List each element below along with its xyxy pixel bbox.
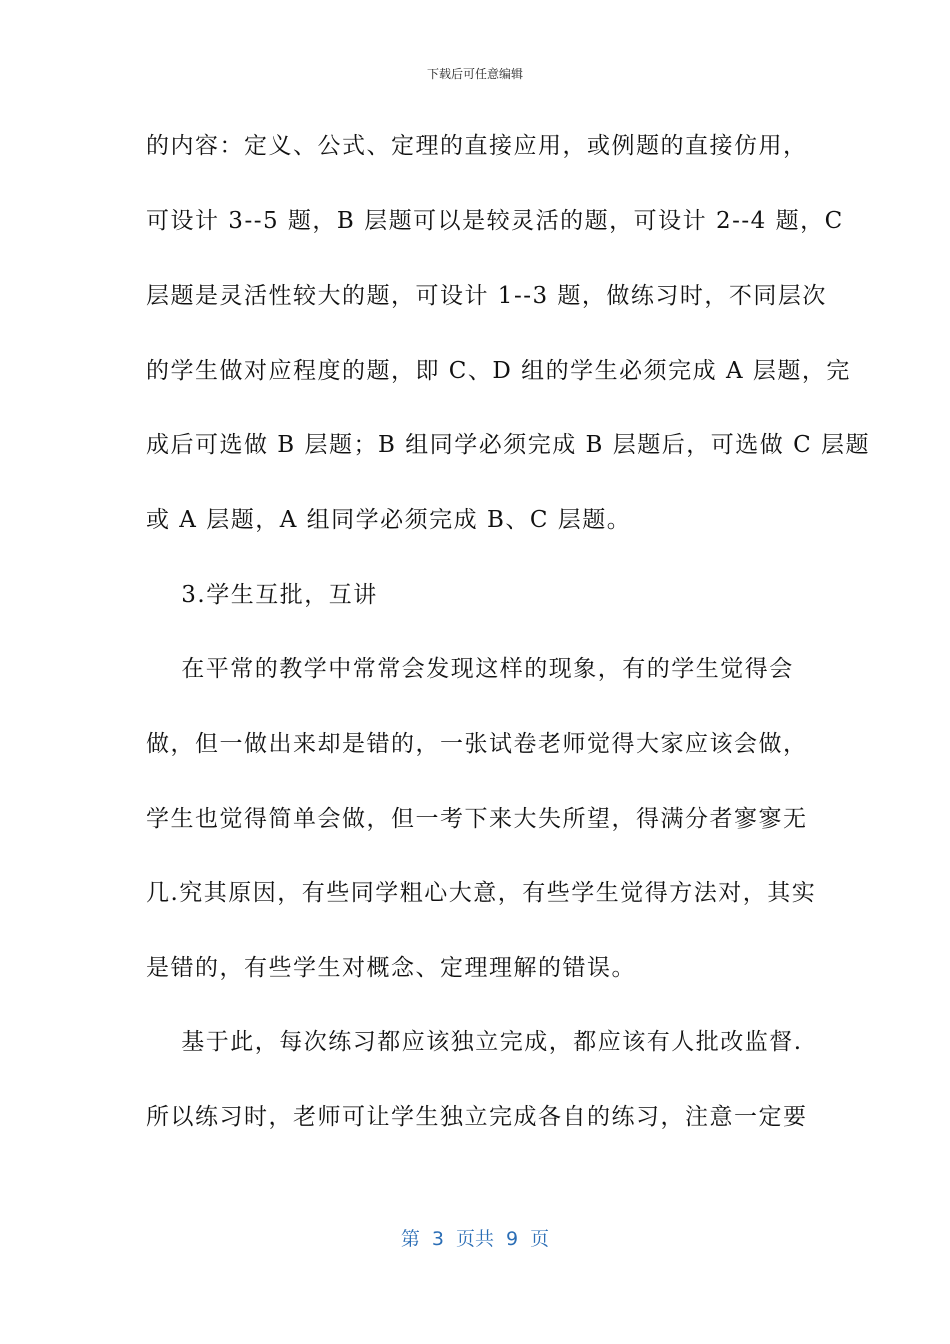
body-line: 是错的，有些学生对概念、定理理解的错误。 — [146, 955, 636, 981]
body-line: 的内容：定义、公式、定理的直接应用，或例题的直接仿用， — [146, 133, 808, 159]
body-line: 几.究其原因，有些同学粗心大意，有些学生觉得方法对，其实 — [146, 880, 817, 906]
body-line: 做，但一做出来却是错的，一张试卷老师觉得大家应该会做， — [146, 731, 808, 757]
body-line: 可设计 3--5 题，B 层题可以是较灵活的题，可设计 2--4 题，C — [146, 208, 844, 234]
page-number-footer: 第 3 页共 9 页 — [400, 1228, 550, 1250]
body-line: 基于此，每次练习都应该独立完成，都应该有人批改监督. — [146, 1029, 803, 1055]
body-line: 成后可选做 B 层题；B 组同学必须完成 B 层题后，可选做 C 层题 — [146, 432, 870, 458]
body-line: 或 A 层题，A 组同学必须完成 B、C 层题。 — [146, 507, 632, 533]
body-line: 层题是灵活性较大的题，可设计 1--3 题，做练习时，不同层次 — [146, 283, 827, 309]
body-line: 学生也觉得简单会做，但一考下来大失所望，得满分者寥寥无 — [146, 806, 808, 832]
body-line: 的学生做对应程度的题，即 C、D 组的学生必须完成 A 层题，完 — [146, 358, 851, 384]
body-line: 所以练习时，老师可让学生独立完成各自的练习，注意一定要 — [146, 1104, 808, 1130]
body-line: 在平常的教学中常常会发现这样的现象，有的学生觉得会 — [146, 656, 794, 682]
page-header: 下载后可任意编辑 — [426, 67, 523, 81]
section-heading: 3.学生互批，互讲 — [146, 582, 378, 608]
